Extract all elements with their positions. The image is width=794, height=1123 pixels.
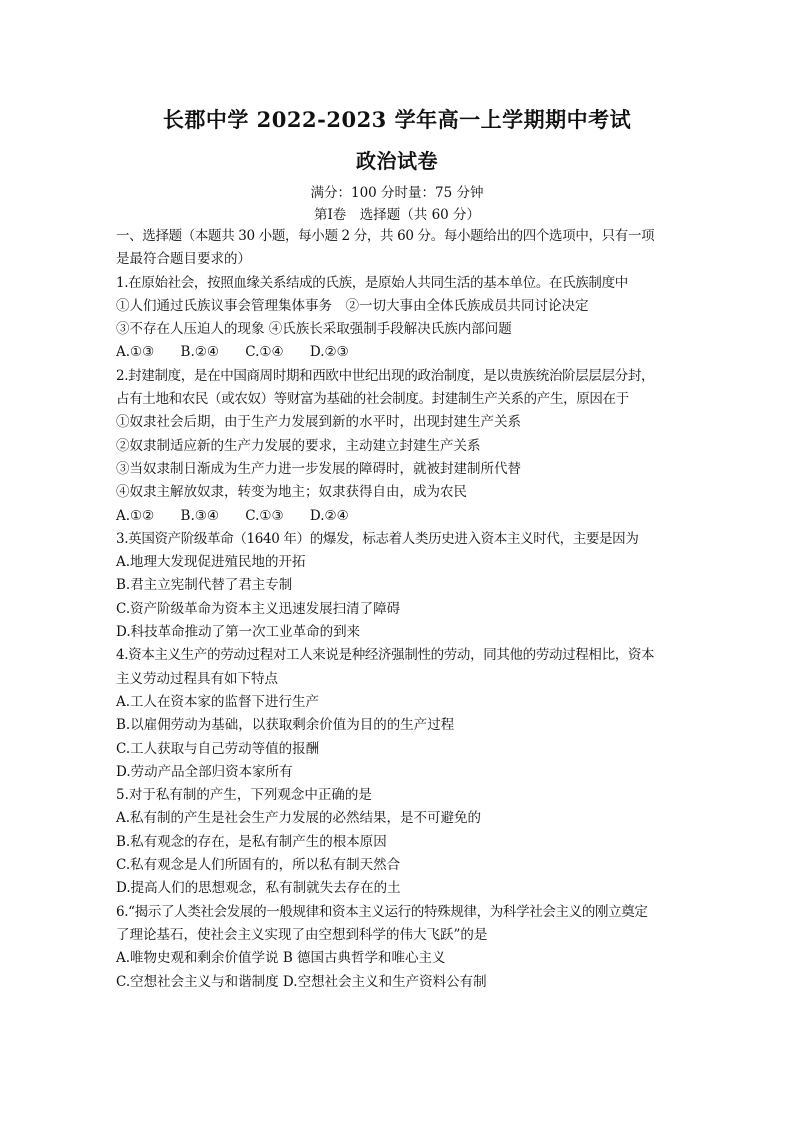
option-a: A.①② — [116, 507, 155, 524]
question-1-options — [116, 341, 692, 364]
instructions-line: 一、选择题（本题共 30 小题，每小题 2 分，共 60 分。每小题给出的四个选项中，只有一项 — [116, 228, 655, 244]
option-c: C.①③ — [245, 507, 284, 524]
option-d: D.②③ — [309, 344, 349, 361]
option-b: B.②④ — [180, 344, 219, 361]
question-2-statement: ③当奴隶制日渐成为生产力进一步发展的障碍时，就被封建制所代替 — [116, 460, 521, 477]
question-6-stem: 6.“揭示了人类社会发展的一般规律和资本主义运行的特殊规律，为科学社会主义的刚立奠定 — [116, 903, 648, 920]
section-heading: 第Ⅰ卷 选择题（共 60 分） — [313, 207, 481, 223]
exam-title: 长郡中学 2022-2023 学年高一上学期期中考试 — [162, 107, 632, 132]
exam-subtitle: 政治试卷 — [356, 149, 438, 173]
question-5-stem: 5.对于私有制的产生，下列观念中正确的是 — [116, 787, 372, 804]
question-1-statement: ①人们通过氏族议事会管理集体事务 ②一切大事由全体氏族成员共同讨论决定 — [116, 297, 589, 314]
question-3-stem: 3.英国资产阶级革命（1640 年）的爆发，标志着人类历史进入资本主义时代，主要是因为 — [116, 530, 639, 547]
question-2-options — [116, 505, 692, 528]
score-time: 满分：100 分时量：75 分钟 — [310, 185, 484, 201]
question-1-stem: 1.在原始社会，按照血缘关系结成的氏族，是原始人共同生活的基本单位。在氏族制度中 — [116, 274, 628, 291]
option-b: B.君主立宪制代替了君主专制 — [116, 577, 293, 594]
options-a-b: A.唯物史观和剩余价值学说 B 德国古典哲学和唯心主义 — [116, 950, 446, 967]
option-d: D.科技革命推动了第一次工业革命的到来 — [116, 624, 361, 641]
option-a: A.①③ — [116, 344, 155, 361]
question-2-stem: 2.封建制度，是在中国商周时期和西欧中世纪出现的政治制度，是以贵族统治阶层层层分封， — [116, 367, 655, 384]
option-c: C.私有观念是人们所固有的，所以私有制天然合 — [116, 857, 401, 874]
question-1-statement: ③不存在人压迫人的现象 ④氏族长采取强制手段解决氏族内部问题 — [116, 321, 512, 338]
question-2-statement: ①奴隶社会后期，由于生产力发展到新的水平时，出现封建生产关系 — [116, 414, 521, 431]
question-2-statement: ②奴隶制适应新的生产力发展的要求，主动建立封建生产关系 — [116, 437, 481, 454]
question-6-stem: 了理论基石，使社会主义实现了由空想到科学的伟大飞跃”的是 — [116, 926, 488, 943]
option-d: D.劳动产品全部归资本家所有 — [116, 763, 293, 780]
option-b: B.以雇佣劳动为基础，以获取剩余价值为目的的生产过程 — [116, 717, 455, 734]
option-a: A.工人在资本家的监督下进行生产 — [116, 693, 320, 710]
option-c: C.工人获取与自己劳动等值的报酬 — [116, 740, 320, 757]
exam-body — [116, 225, 692, 994]
option-b: B.私有观念的存在，是私有制产生的根本原因 — [116, 833, 387, 850]
question-2-statement: ④奴隶主解放奴隶，转变为地主；奴隶获得自由，成为农民 — [116, 484, 467, 501]
question-4-stem: 4.资本主义生产的劳动过程对工人来说是种经济强制性的劳动，同其他的劳动过程相比，资本 — [116, 647, 655, 664]
option-c: C.①④ — [245, 344, 284, 361]
option-b: B.③④ — [180, 507, 219, 524]
options-c-d: C.空想社会主义与和谐制度 D.空想社会主义和生产资料公有制 — [116, 973, 487, 990]
option-a: A.私有制的产生是社会生产力发展的必然结果，是不可避免的 — [116, 810, 482, 827]
instructions-line: 是最符合题目要求的） — [116, 251, 251, 268]
option-d: D.提高人们的思想观念，私有制就失去存在的土 — [116, 880, 401, 897]
question-2-stem: 占有土地和农民（或农奴）等财富为基础的社会制度。封建制生产关系的产生，原因在于 — [116, 391, 629, 408]
option-c: C.资产阶级革命为资本主义迅速发展扫清了障碍 — [116, 600, 401, 617]
question-4-stem: 主义劳动过程具有如下特点 — [116, 670, 278, 687]
option-a: A.地理大发现促进殖民地的开拓 — [116, 554, 306, 571]
option-d: D.②④ — [309, 507, 349, 524]
